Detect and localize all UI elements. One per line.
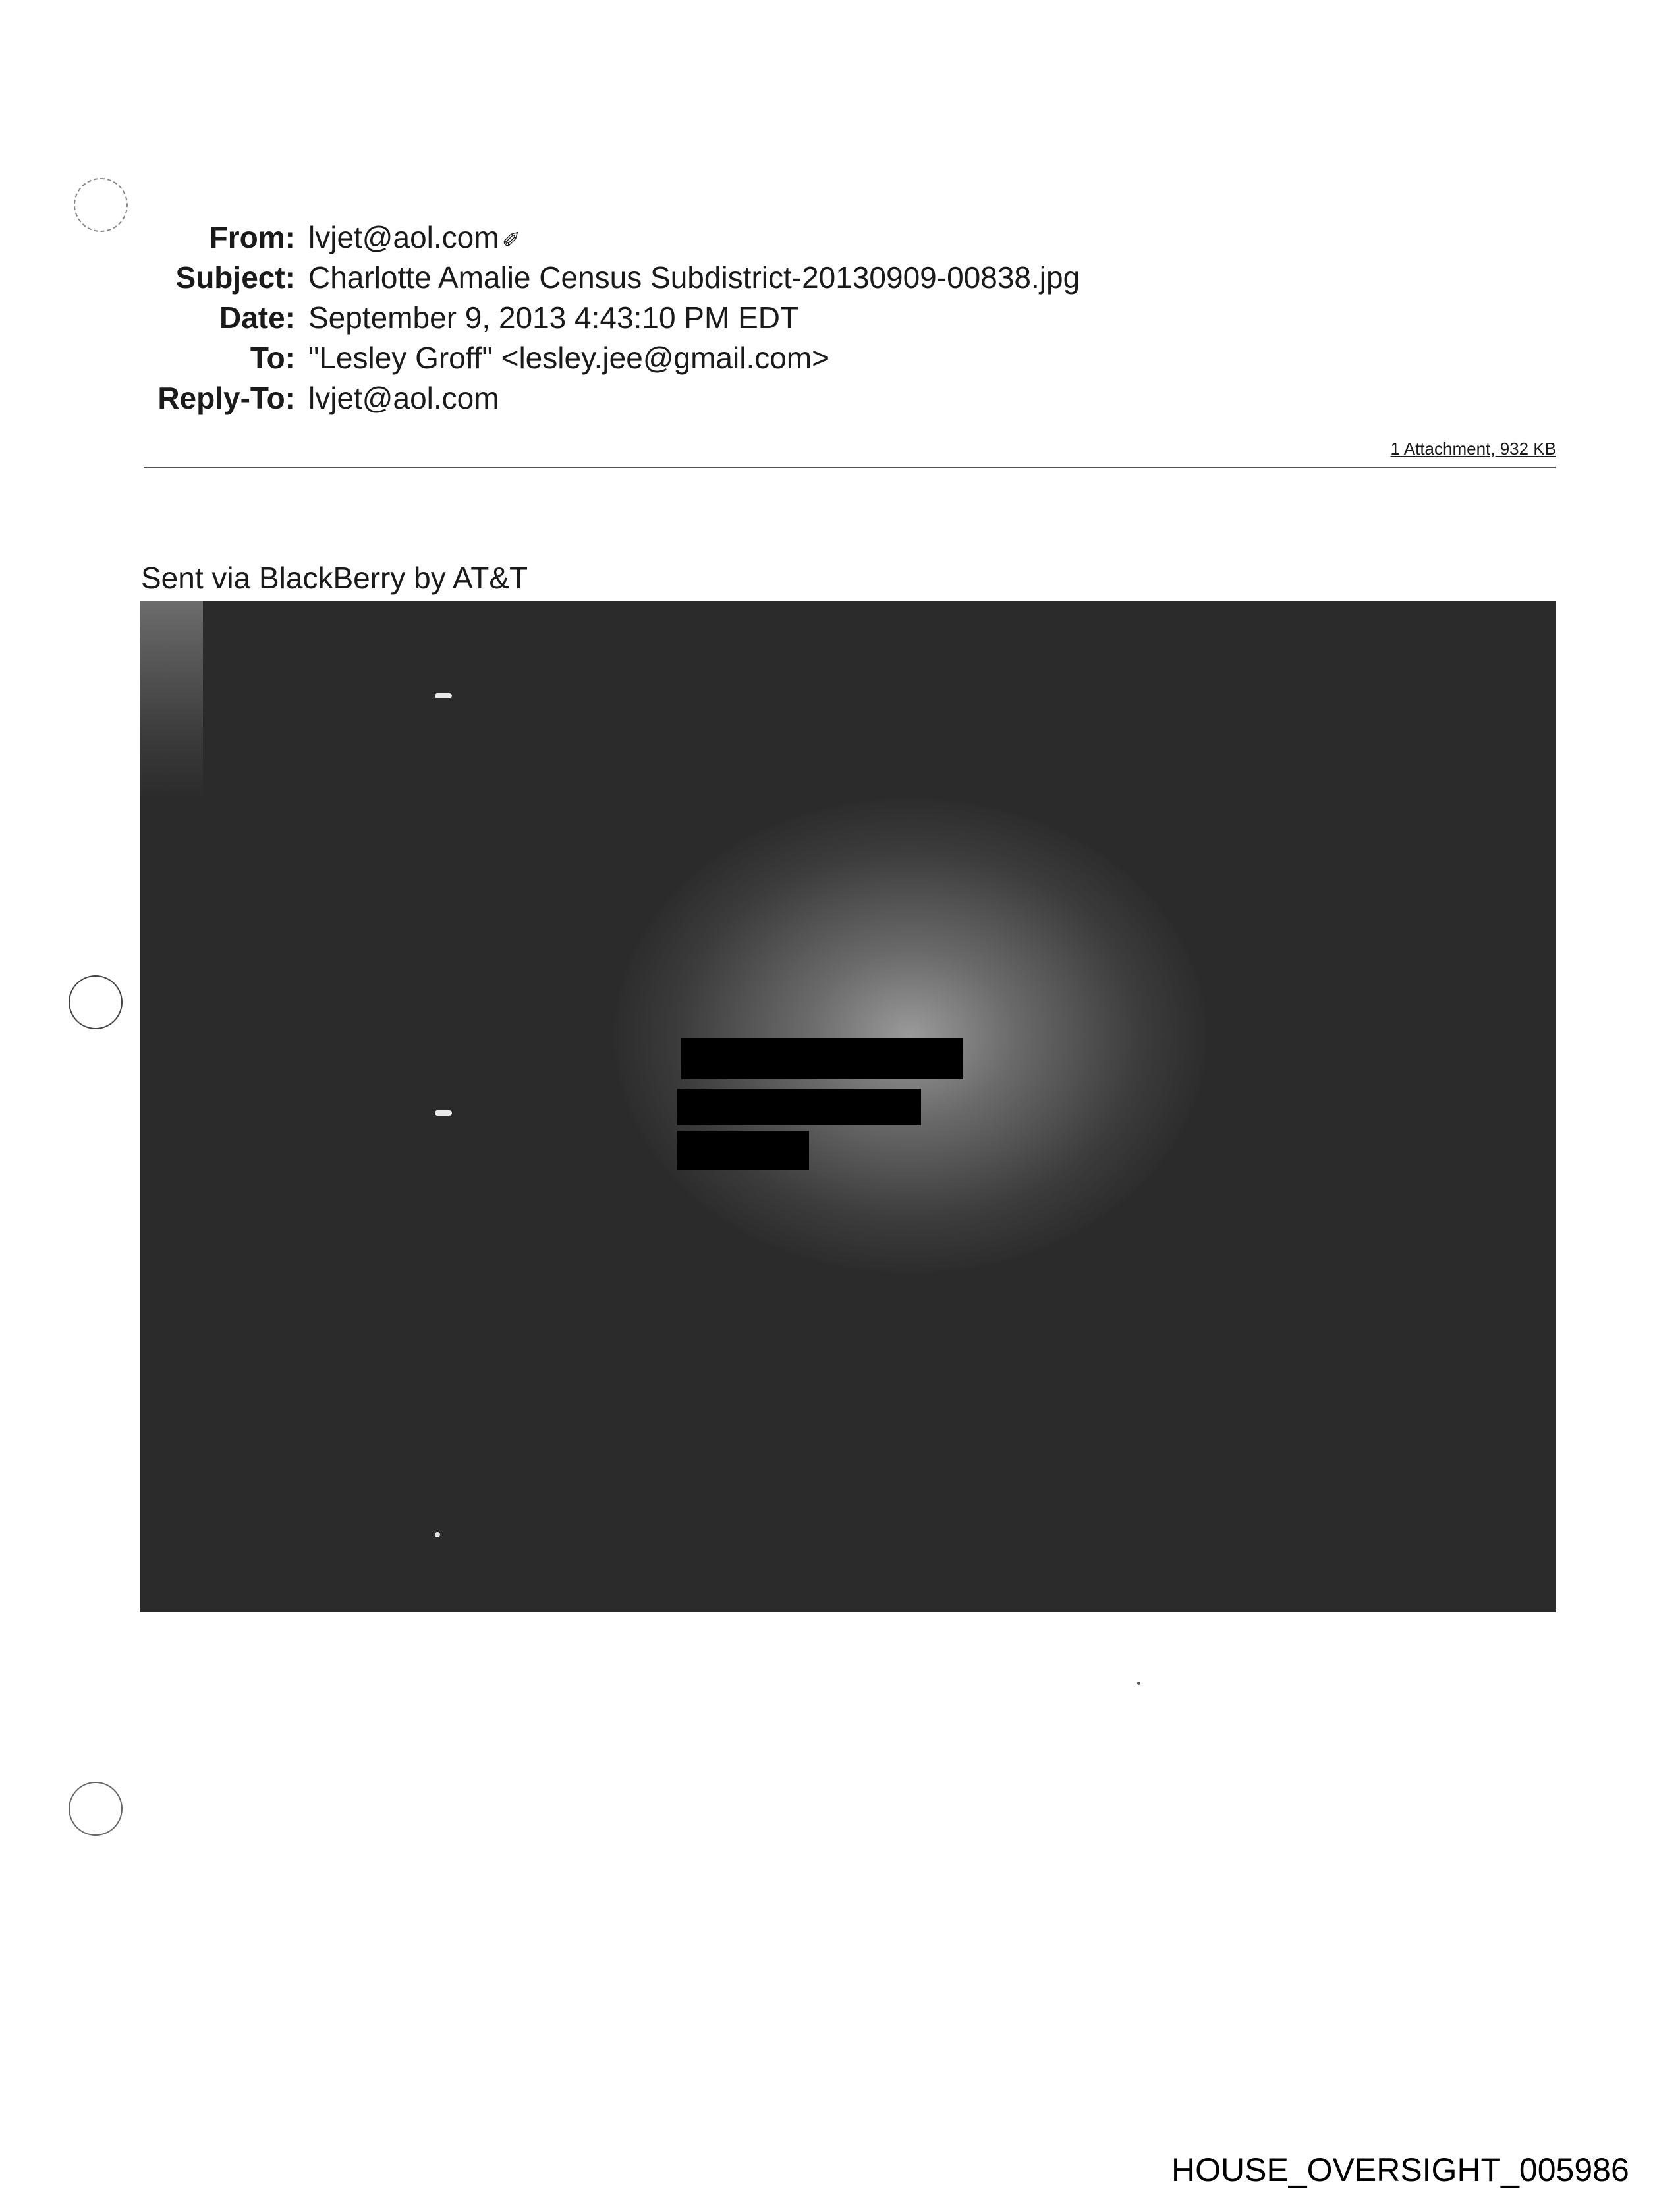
redaction-bar [677,1131,809,1170]
message-body: Sent via BlackBerry by AT&T [141,561,528,595]
punch-hole [69,975,123,1029]
header-to-row [125,338,1080,378]
header-divider [144,467,1556,468]
photo-speck [435,1110,452,1116]
date-label: Date: [219,300,295,335]
bates-number: HOUSE_OVERSIGHT_005986 [1171,2151,1629,2188]
photo-grain [140,601,203,799]
punch-hole [74,178,128,232]
punch-hole [69,1782,123,1836]
to-value: "Lesley Groff" <lesley.jee@gmail.com> [308,341,829,375]
redaction-bar [677,1089,921,1125]
header-date-row [125,298,1080,338]
from-value: lvjet@aol.com [308,220,499,254]
paperclip-icon: ✐ [501,228,521,253]
attached-photo[interactable] [140,601,1556,1612]
photo-speck [435,1532,440,1537]
header-from-row [125,217,1080,258]
email-header [125,217,1080,418]
scan-speck [1137,1682,1140,1685]
header-reply-to-row [125,378,1080,418]
reply-to-value: lvjet@aol.com [308,381,499,415]
attachment-info[interactable]: 1 Attachment, 932 KB [1390,439,1556,459]
subject-value: Charlotte Amalie Census Subdistrict-20130909-00838.jpg [308,260,1080,295]
date-value: September 9, 2013 4:43:10 PM EDT [308,300,799,335]
subject-label: Subject: [175,260,295,295]
redaction-bar [681,1038,963,1079]
photo-speck [435,693,452,698]
header-subject-row [125,258,1080,298]
from-label: From: [209,220,295,254]
reply-to-label: Reply-To: [157,381,295,415]
photographed-document [614,799,1207,1273]
to-label: To: [250,341,295,375]
